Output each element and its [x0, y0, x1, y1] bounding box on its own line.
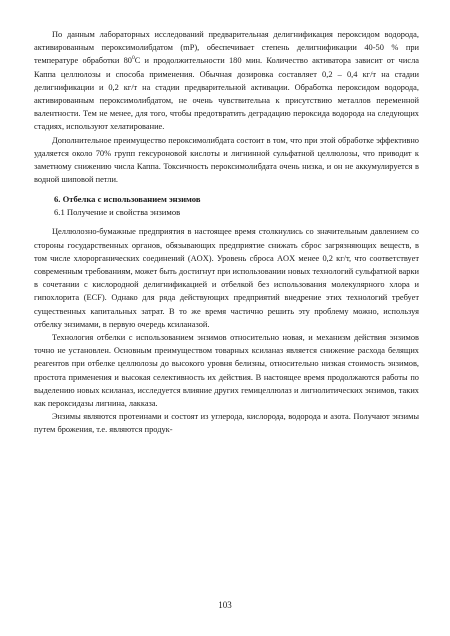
spacer — [34, 218, 419, 225]
section-heading: 6. Отбелка с использованием энзимов — [54, 194, 201, 205]
paragraph-1 — [34, 28, 419, 134]
page-number: 103 — [218, 600, 232, 610]
paragraph-2: Дополнительное преимущество пероксимолибдата состоит в том, что при этой обработке эффективно удаляется около 70% групп гексуроновой кислоты и лигнинной сульфатной целлюлозы, что приводит к заметному снижению числа Каппа. Токсичность пероксимолибдата очень низка, и он не аккумулируется в водной шиповой петли. — [34, 135, 419, 185]
paragraph-4: Технология отбелки с использованием энзимов относительно новая, и механизм действия энзимов точно не установлен. Основным преимуществом товарных ксиланаз является снижение расхода белящих реагентов при отбелке целлюлозы до высокого уровня белизны, относительно низкая стоимость энзимов, простота применения и высокая селективность их действия. В настоящее время продолжаются работы по выделению новых ксиланаз, исследуется влияние других гемицеллюлаз и лигнолитических энзимов, таких как пероксидазы лигнина, лакказа. — [34, 333, 419, 409]
degree-superscript: 0 — [131, 55, 135, 62]
paragraph-1-text-b: С и продолжительности 180 мин. Количество активатора зависит от числа Каппа целлюлозы и способа применения. Обычная дозировка составляет 0,2 – 0,4 кг/т на стадии делигнификации и 0,2 кг/т на стадии предварительной активации. Обработка пероксидом водорода, активированным пероксимолибдатом, не очень чувствительна к присутствию металлов переменной валентности. Тем не менее, для того, чтобы предотвратить деградацию пероксида водорода на следующих стадиях, используют хелатирование. — [34, 56, 419, 132]
page-body — [34, 28, 419, 437]
subsection-heading: 6.1 Получение и свойства энзимов — [54, 206, 181, 217]
paragraph-5: Энзимы являются протеинами и состоят из углерода, кислорода, водорода и азота. Получают энзимы путем брожения, т.е. являются продук- — [34, 412, 419, 435]
paragraph-1-text-a: По данным лабораторных исследований предварительная делигнификация пероксидом водорода, активированным пероксимолибдатом (mP), обеспечивает степень делигнификации 40-50 % при температуре обработки 80 — [34, 30, 419, 66]
paragraph-3: Целлюлозно-бумажные предприятия в настоящее время столкнулись со значительным давлением со стороны государственных органов, обязывающих предприятие снижать сброс загрязняющих веществ, в том числе хлорорганических соединений (AOX). Уровень сброса AOX менее 0,2 кг/т, что соответствует современным требованиям, может быть достигнут при использовании новых технологий сульфатной варки в сочетании с кислородной делигнификацией и отбелкой без использования молекулярного хлора и гипохлорита (ECF). Однако для ряда действующих предприятий внедрение этих технологий требует существенных капитальных затрат. В то же время частично решить эту проблему можно, используя отбелку энзимами, в первую очередь ксиланазой. — [34, 227, 419, 329]
spacer — [34, 186, 419, 193]
